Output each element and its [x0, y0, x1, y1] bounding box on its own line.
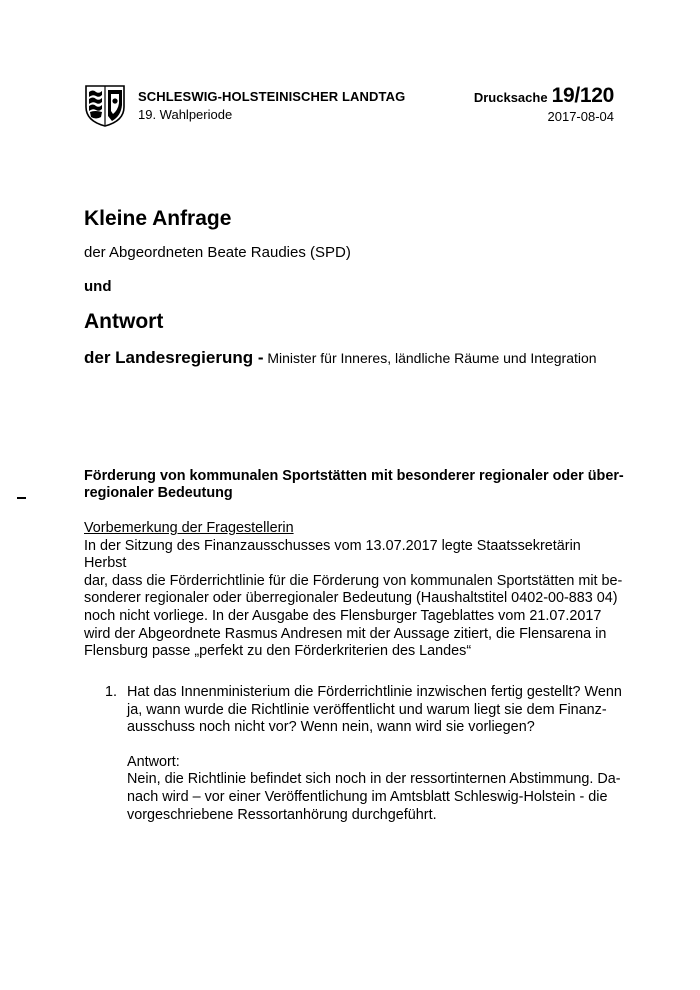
parliament-name: SCHLESWIG-HOLSTEINISCHER LANDTAG [138, 89, 406, 104]
document-label: Drucksache [473, 90, 548, 105]
coat-of-arms-icon [84, 83, 126, 128]
government-label: der Landesregierung - [84, 348, 264, 367]
document-number-line [474, 84, 614, 108]
question-list [105, 684, 625, 824]
question-line: Hat das Innenministerium die Förderrichtlinie inzwischen fertig gestellt? Wenn [127, 684, 622, 700]
question-content [127, 684, 625, 824]
preamble-heading: Vorbemerkung der Fragestellerin [84, 520, 294, 536]
ministry-name: Minister für Inneres, ländliche Räume und Integration [263, 350, 597, 366]
preamble [84, 520, 624, 661]
answer-title: Antwort [84, 310, 164, 333]
header-left [138, 89, 405, 122]
subject-line: Förderung von kommunalen Sportstätten mit besonderer regionaler oder über- [84, 468, 624, 484]
government-line [84, 346, 624, 371]
preamble-line: Flensburg passe „perfekt zu den Förderkriterien des Landes“ [84, 643, 472, 660]
question-item [105, 684, 625, 824]
answer-line: nach wird – vor einer Veröffentlichung im Amtsblatt Schleswig-Holstein - die [127, 788, 608, 805]
preamble-line: dar, dass die Förderrichtlinie für die Förderung von kommunalen Sportstätten mit be- [84, 572, 623, 589]
header-right [474, 84, 614, 124]
document-date: 2017-08-04 [547, 109, 614, 124]
question-line: ausschuss noch nicht vor? Wenn nein, wann wird sie vorliegen? [127, 719, 535, 736]
preamble-line: noch nicht vorliege. In der Ausgabe des Flensburger Tageblattes vom 21.07.2017 [84, 607, 602, 624]
requester-line: der Abgeordneten Beate Raudies (SPD) [84, 244, 351, 261]
preamble-line: wird der Abgeordnete Rasmus Andresen mit der Aussage zitiert, die Flensarena in [84, 625, 607, 642]
legislative-period: 19. Wahlperiode [138, 107, 233, 122]
answer-block [127, 754, 625, 824]
inquiry-title: Kleine Anfrage [84, 207, 232, 230]
and-line: und [84, 278, 112, 295]
title-block [84, 205, 624, 371]
answer-label: Antwort: [127, 753, 180, 770]
document-number: 19/120 [551, 84, 614, 107]
subject-line: regionaler Bedeutung [84, 485, 233, 501]
subject-heading [84, 468, 624, 502]
margin-mark [17, 497, 26, 499]
question-number: 1. [105, 684, 118, 700]
question-line: ja, wann wurde die Richtlinie veröffentlicht und warum liegt sie dem Finanz- [127, 701, 607, 718]
answer-line: vorgeschriebene Ressortanhörung durchgeführt. [127, 806, 437, 823]
preamble-line: In der Sitzung des Finanzausschusses vom 13.07.2017 legte Staatssekretärin Herbst [84, 537, 581, 572]
answer-line: Nein, die Richtlinie befindet sich noch in der ressortinternen Abstimmung. Da- [127, 771, 621, 788]
preamble-line: sonderer regionaler oder überregionaler Bedeutung (Haushaltstitel 0402-00-883 04) [84, 590, 618, 607]
